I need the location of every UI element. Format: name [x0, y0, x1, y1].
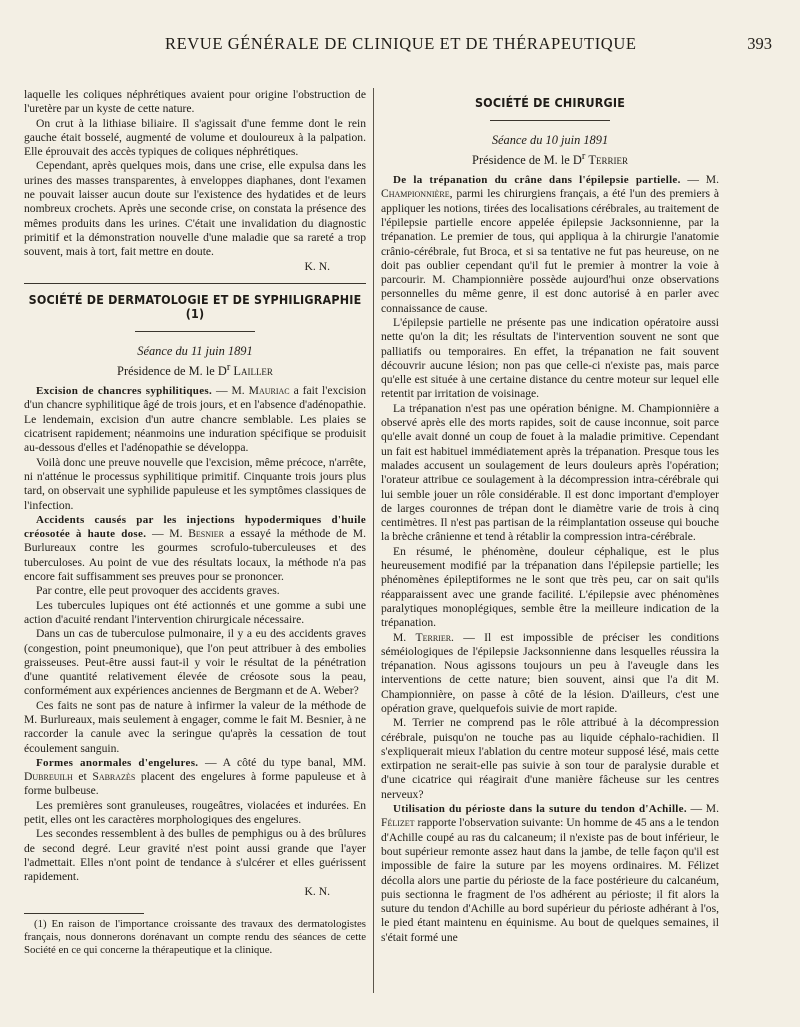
author-name: Terrier: [415, 630, 452, 644]
article-heading: Accidents causés par les injections hypodermiques d'huile créosotée à haute dose.: [24, 513, 366, 541]
paragraph: De la trépanation du crâne dans l'épilepsie partielle. — M. Championnière, parmi les chirurgiens français, a été l'un des premiers à appliquer les notions, tirées des localisations cérébrales, au traitement de l'épilepsie partielle encore appelée épilepsie Jacksonnienne, par la trépanation. Le premier de tous, qui appliqua à la chirurgie l'anatomie crânio-cérébrale, fut Broca, et si sa tentative ne fut pas heureuse, on ne doit pas oublier cependant qu'il fut le premier à montrer la voie à parcourir. M. Championnière possède aujourd'hui onze observations personnelles du même genre, il est donc autorisé à en parler avec connaissance de cause.: [381, 173, 719, 315]
paragraph: M. Terrier. — Il est impossible de préciser les conditions séméiologiques de l'épilepsie Jacksonnienne dans lesquelles réussira la trépanation. Nous agissons toujours un peu à l'aveugle dans les interventions de cette nature; bien souvent, ainsi que l'a dit M. Championnière, on passe à côté de la lésion. D'ailleurs, c'est une opération grave, quelquefois suivie de mort rapide.: [381, 630, 719, 715]
author-name: Mauriac: [248, 384, 290, 398]
article-heading: Utilisation du périoste dans la suture du tendon d'Achille.: [393, 803, 687, 816]
footnote-rule: [24, 913, 144, 914]
short-rule: [490, 120, 610, 121]
journal-title: REVUE GÉNÉRALE DE CLINIQUE ET DE THÉRAPEUTIQUE: [165, 34, 637, 53]
paragraph: L'épilepsie partielle ne présente pas une indication opératoire aussi nette qu'on la dit; les résultats de l'intervention souvent ne sont que palliatifs ou temporaires. En effet, la trépanation ne fait souvent découvrir aucune lésion; non pas que celle-ci n'existe pas, mais parce qu'elle est située à une certaine distance du centre moteur sur lequel elle retentit par irritation de voisinage.: [381, 315, 719, 401]
page-number: 393: [747, 34, 772, 53]
short-rule: [135, 331, 255, 332]
author-name: Dubreuilh: [24, 770, 73, 784]
session-date: Séance du 11 juin 1891: [137, 344, 253, 359]
paragraph: Utilisation du périoste dans la suture du tendon d'Achille. — M. Félizet rapporte l'observation suivante: Un homme de 45 ans a le tendon d'Achille coupé au ras du calcaneum; il n'existe pas de bout inférieur, le bout supérieur remonte assez haut dans la jambe, de telle façon qu'il est impossible de faire la suture par les moyens ordinaires. M. Félizet décolla alors une partie du périoste de la face postérieure du calcanéum, puis sectionna le fragment de l'os adhérent au périoste; il fit alors la suture du tendon d'Achille au bord supérieur du périoste adhérant à l'os, le pied étant maintenu en équinisme. Au bout de quelques semaines, il s'était formé une: [381, 802, 719, 944]
signature: K. N.: [304, 259, 330, 273]
column-divider: [373, 88, 374, 993]
paragraph: Cependant, après quelques mois, dans une crise, elle expulsa dans les urines des masses transparentes, à enveloppes diaphanes, dont l'examen ne pouvait laisser aucun doute sur l'existence des hydatides et de leurs nombreux crochets. Après une seconde crise, on constata la présence des mêmes produits dans les urines. C'était une invalidation du diagnostic primitif et la démonstration nouvelle d'une maladie que sa rareté a trop souvent, mais à tort, fait mettre en doute.: [24, 159, 366, 259]
paragraph: laquelle les coliques néphrétiques avaient pour origine l'obstruction de l'uretère par un kyste de cette nature.: [24, 88, 366, 116]
presidence: Présidence de M. le $D^r$ Lailler: [117, 361, 273, 378]
paragraph: On crut à la lithiase biliaire. Il s'agissait d'une femme dont le rein gauche était bosselé, augmenté de volume et douloureux à la palpation. Elle éprouvait des accès typiques de coliques néphrétiques.: [24, 116, 366, 159]
paragraph: Accidents causés par les injections hypodermiques d'huile créosotée à haute dose. — M. Besnier a essayé la méthode de M. Burlureaux contre les gourmes scrofulo-tuberculeuses et des tuberculoses. Au point de vue des résultats locaux, la méthode n'a pas encore fait suffisamment ses preuves pour se prononcer.: [24, 513, 367, 584]
signature: K. N.: [304, 884, 330, 898]
author-name: Championnière: [381, 187, 450, 201]
article-heading: Excision de chancres syphilitiques.: [36, 385, 213, 398]
section-rule: [24, 283, 366, 284]
paragraph: Voilà donc une preuve nouvelle que l'excision, même précoce, n'arrête, ni n'atténue le processus syphilitique primitif. Cinquante trois jours plus tard, on observait une syphilide papuleuse et les symptômes classiques de l'infection.: [24, 455, 366, 512]
author-name: Besnier: [188, 527, 224, 541]
paragraph: Dans un cas de tuberculose pulmonaire, il y a eu des accidents graves (congestion, point pneumonique), que l'on peut attribuer à des embolies graisseuses. Peut-être aussi faut-il y voir le résultat de la pénétration d'une quantité relativement élevée de créosote sous la peau, conformément aux expériences anciennes de Bergmann et de A. Weber?: [24, 627, 366, 698]
author-name: Félizet: [381, 816, 415, 830]
right-column: [381, 88, 719, 945]
paragraph: Les tubercules lupiques ont été actionnés et une gomme a subi une action d'acuité rendant l'intervention chirurgicale nécessaire.: [24, 598, 366, 626]
paragraph: La trépanation n'est pas une opération bénigne. M. Championnière a observé après elle des morts rapides, soit de cause inconnue, soit parce qu'elle avait donné un coup de fouet à la maladie primitive. Cependant un fait est habituel immédiatement après la trépanation. Presque tous les malades accusent un soulagement de leurs douleurs après l'opération; l'orateur attribue ce soulagement à la décompression intra-cérébrale qui lui semble jouer un rôle considérable. Il est donc important d'employer de larges couronnes de trépan dont le diamètre varie de trois à cinq centimètres. Il n'est pas partisan de la réimplantation osseuse qui bouche la brèche crânienne et tend à rétablir la compression intra-cérébrale.: [381, 401, 719, 544]
paragraph: Par contre, elle peut provoquer des accidents graves.: [36, 584, 280, 598]
section-title-dermatologie: SOCIÉTÉ DE DERMATOLOGIE ET DE SYPHILIGRAPHIE (1): [28, 291, 362, 322]
paragraph: Les premières sont granuleuses, rougeâtres, violacées et indurées. En petit, elles ont les caractères morphologiques des engelures.: [24, 798, 366, 827]
session-date: Séance du 10 juin 1891: [491, 133, 609, 148]
paragraph: Les secondes ressemblent à des bulles de pemphigus ou à des brûlures de second degré. Leur gravité n'est point aussi grande que l'ayer l'admettait. Elles n'ont point de tendance à s'ulcérer et elles guérissent rapidement.: [24, 827, 366, 884]
left-column: [24, 88, 366, 957]
running-head: [20, 34, 780, 56]
section-title-chirurgie: SOCIÉTÉ DE CHIRURGIE: [474, 95, 626, 110]
president-name: Lailler: [233, 363, 273, 378]
author-name: Sabrazès: [92, 770, 136, 784]
paragraph: Excision de chancres syphilitiques. — M. Mauriac a fait l'excision d'un chancre syphilitique âgé de trois jours, et en l'absence d'adénopathie. Le lendemain, excision d'un autre chancre semblable. Les plaies se cicatrisent rapidement; néanmoins une induration spécifique se produisit au-dessous d'elles et l'adénopathie se développa.: [24, 384, 366, 455]
presidence: Présidence de M. le $D^r$ Terrier: [472, 150, 628, 167]
paragraph: En résumé, le phénomène, douleur céphalique, est le plus heureusement modifié par la trépanation dans l'épilepsie partielle; les phénomènes épileptiformes ne le sont que très peu, car on sait qu'ils réapparaissent avec une grande facilité. L'épilepsie avec phénomènes paralytiques monoplégiques, semble être la meilleure indication de la trépanation.: [381, 544, 719, 630]
paragraph: M. Terrier ne comprend pas le rôle attribué à la décompression cérébrale, puisqu'on ne touche pas au liquide céphalo-rachidien. Il s'expliquerait mieux l'ablation du centre moteur supposé lésé, mais cette extirpation ne serait-elle pas suivie à son tour de paralysie durable et d'une cicatrice qui réagirait d'une manière fâcheuse sur les centres nerveux?: [381, 716, 719, 801]
paragraph: Ces faits ne sont pas de nature à infirmer la valeur de la méthode de M. Burlureaux, mais seulement à engager, comme le fait M. Besnier, à ne raccorder la canule avec la seringue qu'après la cessation de tout écoulement sanguin.: [24, 698, 366, 755]
footnote: (1) En raison de l'importance croissante des travaux des dermatologistes français, nous donnerons dorénavant un compte rendu des séances de cette Société en ce qui concerne la thérapeutique et la clinique.: [24, 917, 366, 956]
paragraph: Formes anormales d'engelures. — A côté du type banal, MM. Dubreuilh et Sabrazès placent des engelures à forme papuleuse et à forme bulbeuse.: [24, 755, 366, 798]
president-name: Terrier: [588, 152, 628, 167]
article-heading: Formes anormales d'engelures.: [36, 756, 199, 769]
article-heading: De la trépanation du crâne dans l'épilepsie partielle.: [393, 174, 681, 187]
